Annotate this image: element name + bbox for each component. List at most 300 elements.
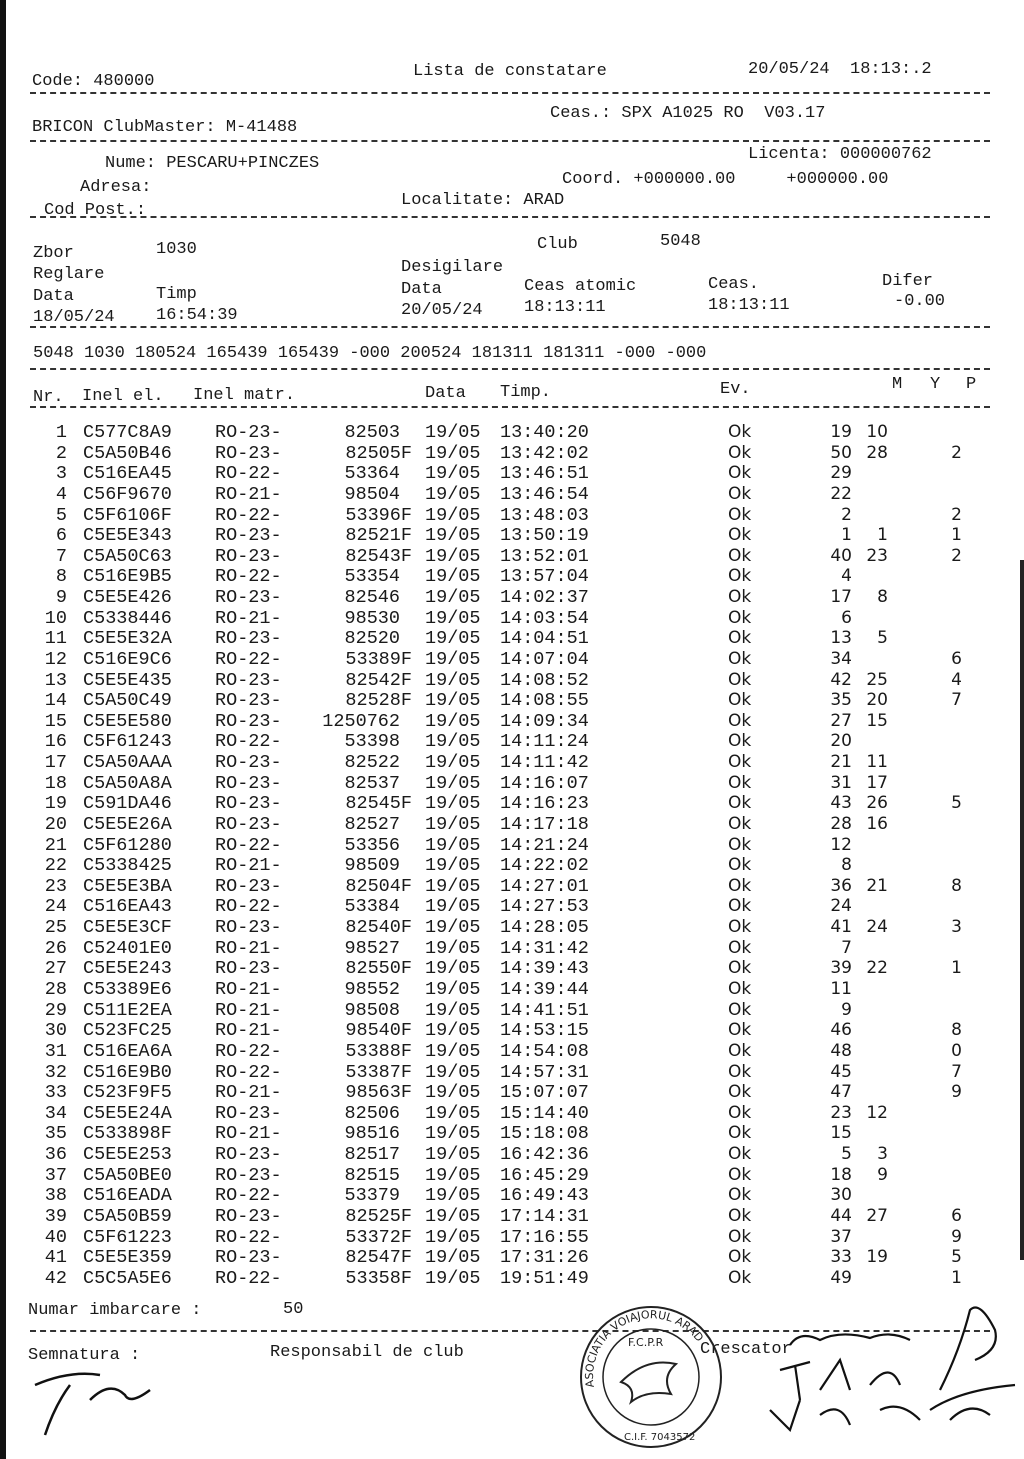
m-value: 45 bbox=[830, 1061, 852, 1082]
arrival-date: 19/05 bbox=[425, 710, 481, 732]
col-ev: Ev. bbox=[720, 380, 751, 399]
arrival-date: 19/05 bbox=[425, 1267, 481, 1289]
row-number: 11 bbox=[44, 628, 67, 650]
electronic-ring: C5E5E580 bbox=[83, 710, 172, 732]
electronic-ring: C5A50B59 bbox=[83, 1205, 172, 1227]
p-value: 4 bbox=[951, 669, 962, 690]
m-value: 40 bbox=[830, 545, 852, 566]
row-number: 25 bbox=[44, 917, 67, 939]
event-status: Ok bbox=[728, 813, 752, 834]
y-value: 12 bbox=[866, 1102, 888, 1123]
event-status: Ok bbox=[728, 896, 752, 917]
table-row bbox=[0, 1185, 1024, 1206]
arrival-date: 19/05 bbox=[425, 834, 481, 856]
m-value: 8 bbox=[841, 855, 852, 876]
m-value: 19 bbox=[830, 422, 852, 442]
y-value: 20 bbox=[866, 690, 888, 711]
table-row bbox=[0, 979, 1024, 1000]
arrival-time: 13:52:01 bbox=[500, 545, 589, 567]
arrival-time: 14:03:54 bbox=[500, 607, 589, 629]
ring-prefix: RO-21- bbox=[215, 1082, 282, 1104]
y-value: 15 bbox=[866, 710, 888, 731]
table-row bbox=[0, 1206, 1024, 1227]
row-number: 33 bbox=[44, 1082, 67, 1104]
row-number: 23 bbox=[44, 875, 67, 897]
table-row bbox=[0, 1020, 1024, 1041]
ring-number: 53354 bbox=[344, 566, 400, 588]
row-number: 22 bbox=[44, 855, 67, 877]
ring-number: 98504 bbox=[344, 483, 400, 505]
row-number: 2 bbox=[55, 442, 67, 464]
m-value: 2 bbox=[841, 504, 852, 525]
table-row bbox=[0, 896, 1024, 917]
event-status: Ok bbox=[728, 710, 752, 731]
electronic-ring: C577C8A9 bbox=[83, 422, 172, 443]
electronic-ring: C533898F bbox=[83, 1123, 172, 1145]
m-value: 20 bbox=[830, 731, 852, 752]
event-status: Ok bbox=[728, 1144, 752, 1165]
y-value: 9 bbox=[877, 1164, 888, 1185]
arrival-time: 16:49:43 bbox=[500, 1185, 589, 1207]
arrival-time: 13:40:20 bbox=[500, 422, 589, 443]
table-row bbox=[0, 443, 1024, 464]
arrival-date: 19/05 bbox=[425, 1102, 481, 1124]
arrival-date: 19/05 bbox=[425, 525, 481, 547]
ring-number: 53356 bbox=[344, 834, 400, 856]
arrival-date: 19/05 bbox=[425, 1164, 481, 1186]
col-y: Y bbox=[930, 375, 941, 394]
arrival-date: 19/05 bbox=[425, 669, 481, 691]
ring-number: 82522 bbox=[344, 752, 400, 774]
ring-number: 82521F bbox=[345, 525, 412, 547]
event-status: Ok bbox=[728, 752, 752, 773]
arrival-time: 14:17:18 bbox=[500, 813, 589, 835]
m-value: 44 bbox=[830, 1205, 852, 1226]
setting-date: 18/05/24 bbox=[33, 308, 115, 327]
m-value: 27 bbox=[830, 710, 852, 731]
electronic-ring: C516E9C6 bbox=[83, 648, 172, 670]
breeder-signature bbox=[760, 1290, 1024, 1450]
ring-number: 98508 bbox=[344, 999, 400, 1021]
table-row bbox=[0, 1000, 1024, 1021]
arrival-date: 19/05 bbox=[425, 1123, 481, 1145]
arrival-date: 19/05 bbox=[425, 999, 481, 1021]
arrival-date: 19/05 bbox=[425, 813, 481, 835]
arrival-time: 17:16:55 bbox=[500, 1226, 589, 1248]
divider bbox=[30, 368, 990, 370]
ring-prefix: RO-23- bbox=[215, 875, 282, 897]
event-status: Ok bbox=[728, 463, 752, 484]
ring-number: 82517 bbox=[344, 1144, 400, 1166]
event-status: Ok bbox=[728, 1247, 752, 1268]
event-status: Ok bbox=[728, 1123, 752, 1144]
row-number: 16 bbox=[44, 731, 67, 753]
table-row bbox=[0, 505, 1024, 526]
electronic-ring: C5A50AAA bbox=[83, 752, 172, 774]
row-number: 1 bbox=[55, 422, 67, 443]
table-row bbox=[0, 608, 1024, 629]
y-value: 8 bbox=[877, 587, 888, 608]
electronic-ring: C56F9670 bbox=[83, 483, 172, 505]
ring-prefix: RO-23- bbox=[215, 793, 282, 815]
electronic-ring: C5A50A8A bbox=[83, 772, 172, 794]
table-row bbox=[0, 855, 1024, 876]
electronic-ring: C5E5E24A bbox=[83, 1102, 172, 1124]
m-value: 5 bbox=[841, 1144, 852, 1165]
ring-prefix: RO-22- bbox=[215, 566, 282, 588]
unsealing-label: Desigilare bbox=[401, 258, 504, 277]
table-row bbox=[0, 546, 1024, 567]
row-number: 5 bbox=[55, 504, 67, 526]
electronic-ring: C591DA46 bbox=[83, 793, 172, 815]
code-label: Code: 480000 bbox=[32, 72, 155, 91]
ring-number: 53398 bbox=[344, 731, 400, 753]
boarding-count-label: Numar imbarcare : bbox=[28, 1301, 202, 1320]
event-status: Ok bbox=[728, 958, 752, 979]
divider bbox=[30, 140, 990, 142]
y-value: 24 bbox=[866, 917, 888, 938]
ring-prefix: RO-23- bbox=[215, 1102, 282, 1124]
m-value: 36 bbox=[830, 875, 852, 896]
m-value: 35 bbox=[830, 690, 852, 711]
arrival-date: 19/05 bbox=[425, 1144, 481, 1166]
row-number: 6 bbox=[55, 525, 67, 547]
ring-prefix: RO-22- bbox=[215, 1040, 282, 1062]
table-row bbox=[0, 628, 1024, 649]
arrival-time: 14:53:15 bbox=[500, 1020, 589, 1042]
arrival-time: 17:31:26 bbox=[500, 1247, 589, 1269]
table-row bbox=[0, 814, 1024, 835]
m-value: 28 bbox=[830, 813, 852, 834]
arrival-date: 19/05 bbox=[425, 917, 481, 939]
table-row bbox=[0, 566, 1024, 587]
arrival-date: 19/05 bbox=[425, 1020, 481, 1042]
ring-number: 53379 bbox=[344, 1185, 400, 1207]
y-value: 27 bbox=[866, 1205, 888, 1226]
ring-prefix: RO-22- bbox=[215, 1267, 282, 1289]
event-status: Ok bbox=[728, 566, 752, 587]
ring-prefix: RO-23- bbox=[215, 1247, 282, 1269]
p-value: 1 bbox=[951, 958, 962, 979]
p-value: 5 bbox=[951, 1247, 962, 1268]
ring-prefix: RO-22- bbox=[215, 504, 282, 526]
row-number: 12 bbox=[44, 648, 67, 670]
event-status: Ok bbox=[728, 587, 752, 608]
arrival-date: 19/05 bbox=[425, 1082, 481, 1104]
p-value: 7 bbox=[951, 1061, 962, 1082]
event-status: Ok bbox=[728, 1040, 752, 1061]
row-number: 30 bbox=[44, 1020, 67, 1042]
ring-number: 98530 bbox=[344, 607, 400, 629]
arrival-time: 14:31:42 bbox=[500, 937, 589, 959]
license-number: Licenta: 000000762 bbox=[748, 145, 932, 164]
row-number: 4 bbox=[55, 483, 67, 505]
arrival-date: 19/05 bbox=[425, 607, 481, 629]
ring-number: 82542F bbox=[345, 669, 412, 691]
fancier-name: Nume: PESCARU+PINCZES bbox=[105, 154, 320, 173]
arrival-date: 19/05 bbox=[425, 545, 481, 567]
ring-prefix: RO-22- bbox=[215, 896, 282, 918]
col-m: M bbox=[892, 375, 903, 394]
row-number: 40 bbox=[44, 1226, 67, 1248]
electronic-ring: C5338425 bbox=[83, 855, 172, 877]
table-row bbox=[0, 1062, 1024, 1083]
electronic-ring: C5F6106F bbox=[83, 504, 172, 526]
event-status: Ok bbox=[728, 999, 752, 1020]
m-value: 12 bbox=[830, 834, 852, 855]
table-row bbox=[0, 525, 1024, 546]
p-value: 2 bbox=[951, 442, 962, 463]
row-number: 27 bbox=[44, 958, 67, 980]
event-status: Ok bbox=[728, 504, 752, 525]
ring-prefix: RO-21- bbox=[215, 999, 282, 1021]
arrival-time: 14:39:43 bbox=[500, 958, 589, 980]
electronic-ring: C516EA43 bbox=[83, 896, 172, 918]
event-status: Ok bbox=[728, 979, 752, 999]
electronic-ring: C516EADA bbox=[83, 1185, 172, 1207]
p-value: 9 bbox=[951, 1226, 962, 1247]
electronic-ring: C511E2EA bbox=[83, 999, 172, 1021]
y-value: 17 bbox=[866, 772, 888, 793]
table-row bbox=[0, 752, 1024, 773]
electronic-ring: C5E5E26A bbox=[83, 813, 172, 835]
p-value: 2 bbox=[951, 545, 962, 566]
arrival-date: 19/05 bbox=[425, 793, 481, 815]
col-data: Data bbox=[425, 384, 466, 403]
ring-number: 82540F bbox=[345, 917, 412, 939]
arrival-time: 14:04:51 bbox=[500, 628, 589, 650]
p-value: 8 bbox=[951, 875, 962, 896]
y-value: 3 bbox=[877, 1144, 888, 1165]
m-value: 31 bbox=[830, 772, 852, 793]
arrival-time: 13:48:03 bbox=[500, 504, 589, 526]
electronic-ring: C5E5E359 bbox=[83, 1247, 172, 1269]
p-value: 6 bbox=[951, 648, 962, 669]
ring-number: 98527 bbox=[344, 937, 400, 959]
arrival-date: 19/05 bbox=[425, 1061, 481, 1083]
ring-number: 98552 bbox=[344, 979, 400, 1000]
m-value: 30 bbox=[830, 1185, 852, 1206]
electronic-ring: C5338446 bbox=[83, 607, 172, 629]
event-status: Ok bbox=[728, 1205, 752, 1226]
ring-prefix: RO-21- bbox=[215, 607, 282, 629]
m-value: 33 bbox=[830, 1247, 852, 1268]
arrival-time: 14:28:05 bbox=[500, 917, 589, 939]
breeder-label: Crescator bbox=[700, 1340, 792, 1359]
p-value: 2 bbox=[951, 504, 962, 525]
ring-prefix: RO-23- bbox=[215, 525, 282, 547]
club-responsible-label: Responsabil de club bbox=[270, 1343, 464, 1362]
electronic-ring: C5F61223 bbox=[83, 1226, 172, 1248]
arrival-date: 19/05 bbox=[425, 1247, 481, 1269]
arrival-time: 16:42:36 bbox=[500, 1144, 589, 1166]
divider bbox=[30, 216, 990, 218]
row-number: 8 bbox=[55, 566, 67, 588]
club-label: Club bbox=[537, 235, 578, 254]
arrival-date: 19/05 bbox=[425, 1040, 481, 1062]
table-row bbox=[0, 835, 1024, 856]
clock-label: Ceas. bbox=[708, 275, 760, 294]
event-status: Ok bbox=[728, 690, 752, 711]
divider bbox=[30, 406, 990, 408]
event-status: Ok bbox=[728, 793, 752, 814]
arrival-time: 14:27:53 bbox=[500, 896, 589, 918]
ring-number: 53358F bbox=[345, 1267, 412, 1289]
electronic-ring: C516E9B5 bbox=[83, 566, 172, 588]
row-number: 3 bbox=[55, 463, 67, 485]
y-value: 19 bbox=[866, 1247, 888, 1268]
club-number: 5048 bbox=[660, 232, 701, 251]
event-status: Ok bbox=[728, 855, 752, 876]
m-value: 22 bbox=[830, 483, 852, 504]
table-row bbox=[0, 1123, 1024, 1144]
m-value: 23 bbox=[830, 1102, 852, 1123]
arrival-time: 14:54:08 bbox=[500, 1040, 589, 1062]
ring-number: 82528F bbox=[345, 690, 412, 712]
arrival-time: 15:18:08 bbox=[500, 1123, 589, 1145]
postal-code-label: Cod Post.: bbox=[44, 201, 147, 220]
arrival-time: 13:57:04 bbox=[500, 566, 589, 588]
row-number: 32 bbox=[44, 1061, 67, 1083]
ring-number: 82547F bbox=[345, 1247, 412, 1269]
arrival-date: 19/05 bbox=[425, 1185, 481, 1207]
ring-prefix: RO-22- bbox=[215, 1061, 282, 1083]
m-value: 41 bbox=[830, 917, 852, 938]
row-number: 37 bbox=[44, 1164, 67, 1186]
event-status: Ok bbox=[728, 1185, 752, 1206]
ring-number: 82503 bbox=[344, 422, 400, 443]
m-value: 4 bbox=[841, 566, 852, 587]
ring-number: 82505F bbox=[345, 442, 412, 464]
table-row bbox=[0, 1227, 1024, 1248]
ring-prefix: RO-23- bbox=[215, 442, 282, 464]
m-value: 50 bbox=[830, 442, 852, 463]
arrival-time: 14:39:44 bbox=[500, 979, 589, 1000]
arrival-time: 19:51:49 bbox=[500, 1267, 589, 1289]
m-value: 43 bbox=[830, 793, 852, 814]
flight-number: 1030 bbox=[156, 240, 197, 259]
clubmaster-id: BRICON ClubMaster: M-41488 bbox=[32, 118, 298, 137]
ring-number: 53388F bbox=[345, 1040, 412, 1062]
ring-prefix: RO-23- bbox=[215, 917, 282, 939]
arrival-time: 14:16:23 bbox=[500, 793, 589, 815]
arrival-time: 14:08:55 bbox=[500, 690, 589, 712]
row-number: 34 bbox=[44, 1102, 67, 1124]
event-status: Ok bbox=[728, 1226, 752, 1247]
row-number: 35 bbox=[44, 1123, 67, 1145]
ring-number: 98509 bbox=[344, 855, 400, 877]
signature-label: Semnatura : bbox=[28, 1346, 141, 1365]
electronic-ring: C523FC25 bbox=[83, 1020, 172, 1042]
row-number: 18 bbox=[44, 772, 67, 794]
table-row bbox=[0, 773, 1024, 794]
ring-number: 82515 bbox=[344, 1164, 400, 1186]
row-number: 21 bbox=[44, 834, 67, 856]
m-value: 9 bbox=[841, 999, 852, 1020]
ring-prefix: RO-21- bbox=[215, 855, 282, 877]
col-inel-el: Inel el. bbox=[82, 387, 164, 406]
col-p: P bbox=[966, 375, 977, 394]
p-value: 6 bbox=[951, 1205, 962, 1226]
event-status: Ok bbox=[728, 525, 752, 546]
atomic-clock-label: Ceas atomic bbox=[524, 277, 637, 296]
ring-prefix: RO-21- bbox=[215, 1123, 282, 1145]
ring-number: 82537 bbox=[344, 772, 400, 794]
table-row bbox=[0, 1041, 1024, 1062]
p-value: 7 bbox=[951, 690, 962, 711]
signature-scribble bbox=[30, 1360, 190, 1440]
p-value: 1 bbox=[951, 1267, 962, 1288]
electronic-ring: C5A50BE0 bbox=[83, 1164, 172, 1186]
m-value: 39 bbox=[830, 958, 852, 979]
ring-number: 82520 bbox=[344, 628, 400, 650]
ring-number: 82545F bbox=[345, 793, 412, 815]
m-value: 11 bbox=[830, 979, 852, 999]
arrival-date: 19/05 bbox=[425, 752, 481, 774]
row-number: 26 bbox=[44, 937, 67, 959]
arrival-time: 14:07:04 bbox=[500, 648, 589, 670]
event-status: Ok bbox=[728, 1164, 752, 1185]
table-row bbox=[0, 1144, 1024, 1165]
ring-prefix: RO-23- bbox=[215, 587, 282, 609]
table-row bbox=[0, 670, 1024, 691]
table-row bbox=[0, 938, 1024, 959]
y-value: 28 bbox=[866, 442, 888, 463]
setting-time-label: Timp bbox=[156, 285, 197, 304]
arrival-time: 16:45:29 bbox=[500, 1164, 589, 1186]
electronic-ring: C516EA6A bbox=[83, 1040, 172, 1062]
m-value: 47 bbox=[830, 1082, 852, 1103]
event-status: Ok bbox=[728, 937, 752, 958]
arrival-date: 19/05 bbox=[425, 587, 481, 609]
event-status: Ok bbox=[728, 628, 752, 649]
ring-number: 82525F bbox=[345, 1205, 412, 1227]
arrival-time: 14:57:31 bbox=[500, 1061, 589, 1083]
electronic-ring: C516E9B0 bbox=[83, 1061, 172, 1083]
table-row bbox=[0, 711, 1024, 732]
electronic-ring: C5A50C63 bbox=[83, 545, 172, 567]
row-number: 41 bbox=[44, 1247, 67, 1269]
row-number: 28 bbox=[44, 979, 67, 1000]
electronic-ring: C5E5E426 bbox=[83, 587, 172, 609]
p-value: 1 bbox=[951, 525, 962, 546]
ring-prefix: RO-22- bbox=[215, 1185, 282, 1207]
y-value: 26 bbox=[866, 793, 888, 814]
m-value: 13 bbox=[830, 628, 852, 649]
p-value: 0 bbox=[951, 1040, 962, 1061]
event-status: Ok bbox=[728, 669, 752, 690]
arrival-time: 13:42:02 bbox=[500, 442, 589, 464]
arrival-date: 19/05 bbox=[425, 979, 481, 1000]
arrival-date: 19/05 bbox=[425, 958, 481, 980]
arrival-time: 13:46:51 bbox=[500, 463, 589, 485]
m-value: 15 bbox=[830, 1123, 852, 1144]
event-status: Ok bbox=[728, 731, 752, 752]
arrival-date: 19/05 bbox=[425, 628, 481, 650]
m-value: 42 bbox=[830, 669, 852, 690]
table-row bbox=[0, 731, 1024, 752]
arrival-time: 14:27:01 bbox=[500, 875, 589, 897]
ring-prefix: RO-22- bbox=[215, 463, 282, 485]
ring-prefix: RO-23- bbox=[215, 669, 282, 691]
ring-prefix: RO-23- bbox=[215, 772, 282, 794]
row-number: 10 bbox=[44, 607, 67, 629]
print-datetime: 20/05/24 18:13:.2 bbox=[748, 60, 932, 79]
electronic-ring: C523F9F5 bbox=[83, 1082, 172, 1104]
row-number: 36 bbox=[44, 1144, 67, 1166]
arrival-date: 19/05 bbox=[425, 648, 481, 670]
p-value: 9 bbox=[951, 1082, 962, 1103]
